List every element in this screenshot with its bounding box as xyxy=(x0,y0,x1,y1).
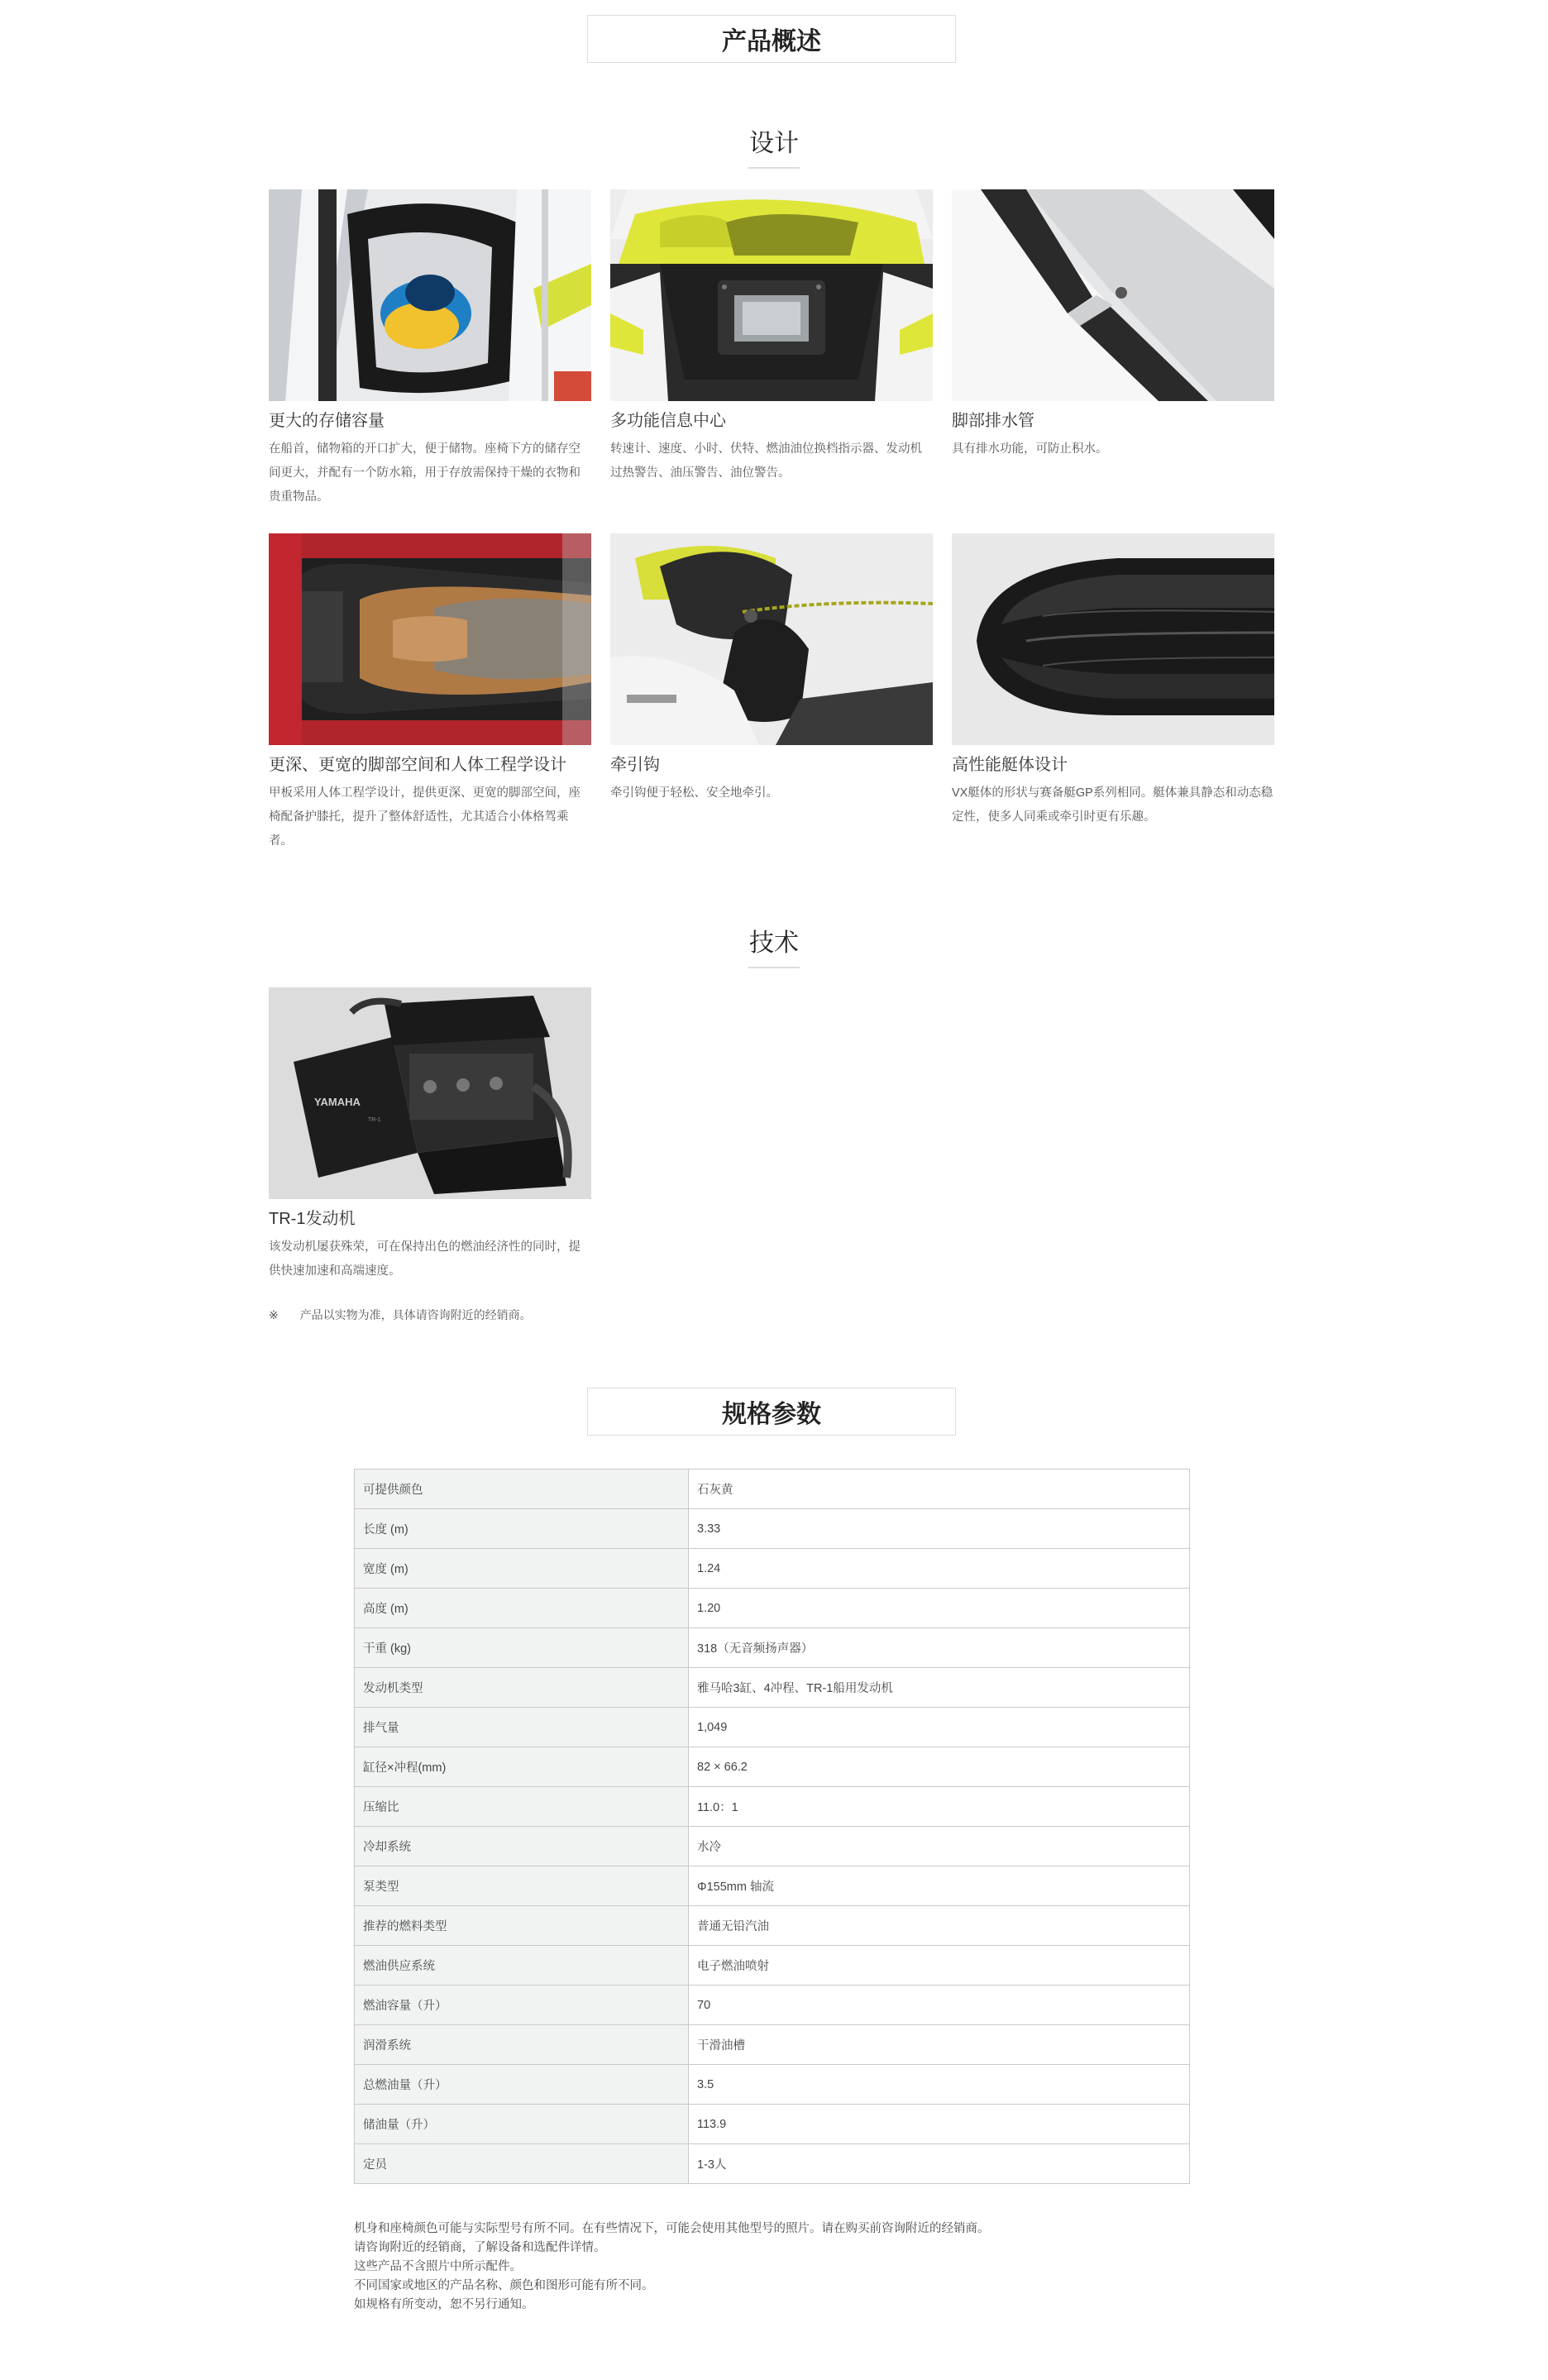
feature-desc: 牵引钩便于轻松、安全地牵引。 xyxy=(610,786,778,800)
disclaimer xyxy=(354,2220,990,2315)
tow-hook-image xyxy=(610,533,933,745)
design-title-underline xyxy=(748,167,800,169)
note-text: 产品以实物为准，具体请咨询附近的经销商。 xyxy=(299,1308,532,1321)
spec-label: 排气量 xyxy=(355,1708,689,1747)
overview-header xyxy=(587,15,956,63)
spec-value: 普通无铅汽油 xyxy=(689,1906,1190,1946)
spec-row xyxy=(355,1549,1190,1589)
spec-row xyxy=(355,1509,1190,1549)
design-title-text: 设计 xyxy=(749,130,799,157)
spec-row xyxy=(355,1628,1190,1668)
feature-desc: 甲板采用人体工程学设计，提供更深、更宽的脚部空间，座椅配备护膝托，提升了整体舒适性，尤其适合小体格驾乘者。 xyxy=(269,786,580,848)
spec-value: 电子燃油喷射 xyxy=(689,1946,1190,1986)
spec-row xyxy=(355,1787,1190,1827)
hull-image xyxy=(952,533,1274,745)
spec-label: 推荐的燃料类型 xyxy=(355,1906,689,1946)
spec-label: 可提供颜色 xyxy=(355,1470,689,1509)
spec-value: 11.0：1 xyxy=(689,1787,1190,1827)
spec-row xyxy=(355,2065,1190,2105)
spec-row xyxy=(355,1668,1190,1708)
spec-value: 3.33 xyxy=(689,1509,1190,1549)
spec-row xyxy=(355,2144,1190,2184)
spec-label: 燃油容量（升） xyxy=(355,1986,689,2025)
overview-title: 产品概述 xyxy=(722,28,821,55)
spec-row xyxy=(355,1708,1190,1747)
spec-value: 113.9 xyxy=(689,2105,1190,2144)
spec-label: 冷却系统 xyxy=(355,1827,689,1866)
disclaimer-line: 机身和座椅颜色可能与实际型号有所不同。在有些情况下，可能会使用其他型号的照片。请在购买前咨询附近的经销商。 xyxy=(354,2222,990,2235)
feature-title: 高性能艇体设计 xyxy=(952,756,1068,774)
feature-info-center xyxy=(610,189,933,485)
spec-label: 泵类型 xyxy=(355,1866,689,1906)
spec-value: 1-3人 xyxy=(689,2144,1190,2184)
feature-engine xyxy=(269,987,591,1283)
disclaimer-line: 这些产品不含照片中所示配件。 xyxy=(354,2260,522,2273)
spec-row xyxy=(355,1470,1190,1509)
feature-desc: 该发动机屡获殊荣，可在保持出色的燃油经济性的同时，提供快速加速和高端速度。 xyxy=(269,1240,580,1278)
design-section-title xyxy=(0,122,1548,169)
spec-label: 缸径×冲程(mm) xyxy=(355,1747,689,1787)
feature-desc: 转速计、速度、小时、伏特、燃油油位换档指示器、发动机过热警告、油压警告、油位警告。 xyxy=(610,442,922,480)
feature-title: 更大的存储容量 xyxy=(269,412,385,430)
spec-value: 水冷 xyxy=(689,1827,1190,1866)
spec-label: 长度 (m) xyxy=(355,1509,689,1549)
spec-label: 总燃油量（升） xyxy=(355,2065,689,2105)
engine-label: TR-1 xyxy=(368,1117,381,1123)
spec-row xyxy=(355,1827,1190,1866)
spec-label: 压缩比 xyxy=(355,1787,689,1827)
spec-value: 1.24 xyxy=(689,1549,1190,1589)
spec-label: 定员 xyxy=(355,2144,689,2184)
spec-value: 干滑油槽 xyxy=(689,2025,1190,2065)
feature-foot-drain xyxy=(952,189,1274,461)
spec-row xyxy=(355,1946,1190,1986)
spec-row xyxy=(355,2105,1190,2144)
disclaimer-line: 如规格有所变动，恕不另行通知。 xyxy=(354,2298,534,2311)
yamaha-logo: YAMAHA xyxy=(314,1096,361,1108)
disclaimer-line: 不同国家或地区的产品名称、颜色和图形可能有所不同。 xyxy=(354,2279,654,2292)
feature-title: 脚部排水管 xyxy=(952,412,1034,430)
feature-title: 更深、更宽的脚部空间和人体工程学设计 xyxy=(269,756,566,774)
feature-desc: 具有排水功能，可防止积水。 xyxy=(952,442,1108,456)
feature-title: 牵引钩 xyxy=(610,756,660,774)
spec-row xyxy=(355,2025,1190,2065)
spec-label: 宽度 (m) xyxy=(355,1549,689,1589)
spec-value: 318（无音频扬声器） xyxy=(689,1628,1190,1668)
feature-hull xyxy=(952,533,1274,829)
storage-image xyxy=(269,189,591,401)
spec-value: 1.20 xyxy=(689,1589,1190,1628)
feature-footspace xyxy=(269,533,591,853)
spec-label: 高度 (m) xyxy=(355,1589,689,1628)
spec-row xyxy=(355,1747,1190,1787)
footspace-image xyxy=(269,533,591,745)
spec-label: 干重 (kg) xyxy=(355,1628,689,1668)
feature-tow-hook xyxy=(610,533,933,805)
specs-title: 规格参数 xyxy=(722,1401,821,1428)
spec-label: 储油量（升） xyxy=(355,2105,689,2144)
spec-row xyxy=(355,1906,1190,1946)
specs-header xyxy=(587,1388,956,1436)
spec-row xyxy=(355,1986,1190,2025)
spec-value: 70 xyxy=(689,1986,1190,2025)
spec-row xyxy=(355,1589,1190,1628)
spec-value: 82 × 66.2 xyxy=(689,1747,1190,1787)
spec-value: 雅马哈3缸、4冲程、TR-1船用发动机 xyxy=(689,1668,1190,1708)
feature-title: 多功能信息中心 xyxy=(610,412,726,430)
tech-section-title xyxy=(0,922,1548,968)
engine-image xyxy=(269,987,591,1199)
tech-note xyxy=(269,1307,532,1323)
tech-title-underline xyxy=(748,967,800,968)
feature-title: TR-1发动机 xyxy=(269,1210,356,1228)
tech-title-text: 技术 xyxy=(749,930,799,957)
specs-table xyxy=(354,1469,1190,2184)
spec-value: 石灰黄 xyxy=(689,1470,1190,1509)
spec-row xyxy=(355,1866,1190,1906)
spec-label: 燃油供应系统 xyxy=(355,1946,689,1986)
foot-drain-image xyxy=(952,189,1274,401)
info-center-image xyxy=(610,189,933,401)
spec-value: 1,049 xyxy=(689,1708,1190,1747)
spec-value: 3.5 xyxy=(689,2065,1190,2105)
spec-value: Φ155mm 轴流 xyxy=(689,1866,1190,1906)
disclaimer-line: 请咨询附近的经销商，了解设备和选配件详情。 xyxy=(354,2241,606,2254)
note-mark: ※ xyxy=(269,1308,279,1321)
feature-storage xyxy=(269,189,591,509)
feature-desc: VX艇体的形状与赛备艇GP系列相同。艇体兼具静态和动态稳定性，使多人同乘或牵引时更有乐趣。 xyxy=(952,786,1273,824)
spec-label: 润滑系统 xyxy=(355,2025,689,2065)
feature-desc: 在船首，储物箱的开口扩大，便于储物。座椅下方的储存空间更大，并配有一个防水箱，用于存放需保持干燥的衣物和贵重物品。 xyxy=(269,442,580,504)
spec-label: 发动机类型 xyxy=(355,1668,689,1708)
